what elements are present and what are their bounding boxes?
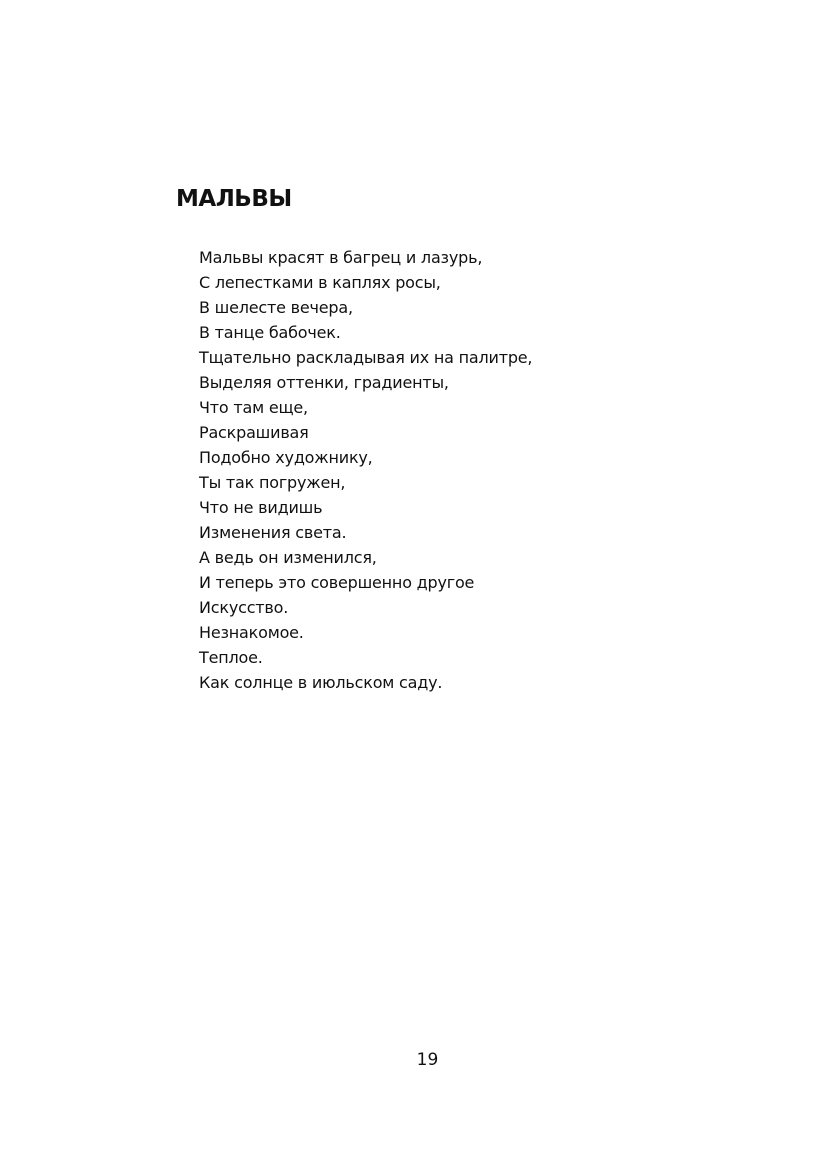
- poem-line: Выделяя оттенки, градиенты,: [199, 373, 449, 392]
- poem-line: Искусство.: [199, 598, 289, 617]
- poem-line: И теперь это совершенно другое: [199, 573, 475, 592]
- poem-line: Что там еще,: [199, 398, 308, 417]
- poem-line: Тщательно раскладывая их на палитре,: [199, 348, 533, 367]
- poem-line: Подобно художнику,: [199, 448, 373, 467]
- poem-line: Что не видишь: [199, 498, 323, 517]
- poem-line: В танце бабочек.: [199, 323, 341, 342]
- poem-line: Изменения света.: [199, 523, 347, 542]
- poem-line: Незнакомое.: [199, 623, 304, 642]
- poem-title: МАЛЬВЫ: [176, 186, 292, 212]
- poem-line: Ты так погружен,: [199, 473, 346, 492]
- poem-line: В шелесте вечера,: [199, 298, 353, 317]
- poem-line: С лепестками в каплях росы,: [199, 273, 441, 292]
- poem-line: Мальвы красят в багрец и лазурь,: [199, 248, 483, 267]
- poem-line: Как солнце в июльском саду.: [199, 673, 443, 692]
- poem-line: А ведь он изменился,: [199, 548, 377, 567]
- poem-line: Раскрашивая: [199, 423, 309, 442]
- poem-body: [199, 245, 532, 695]
- poem-line: Теплое.: [199, 648, 263, 667]
- page-number: 19: [416, 1050, 439, 1070]
